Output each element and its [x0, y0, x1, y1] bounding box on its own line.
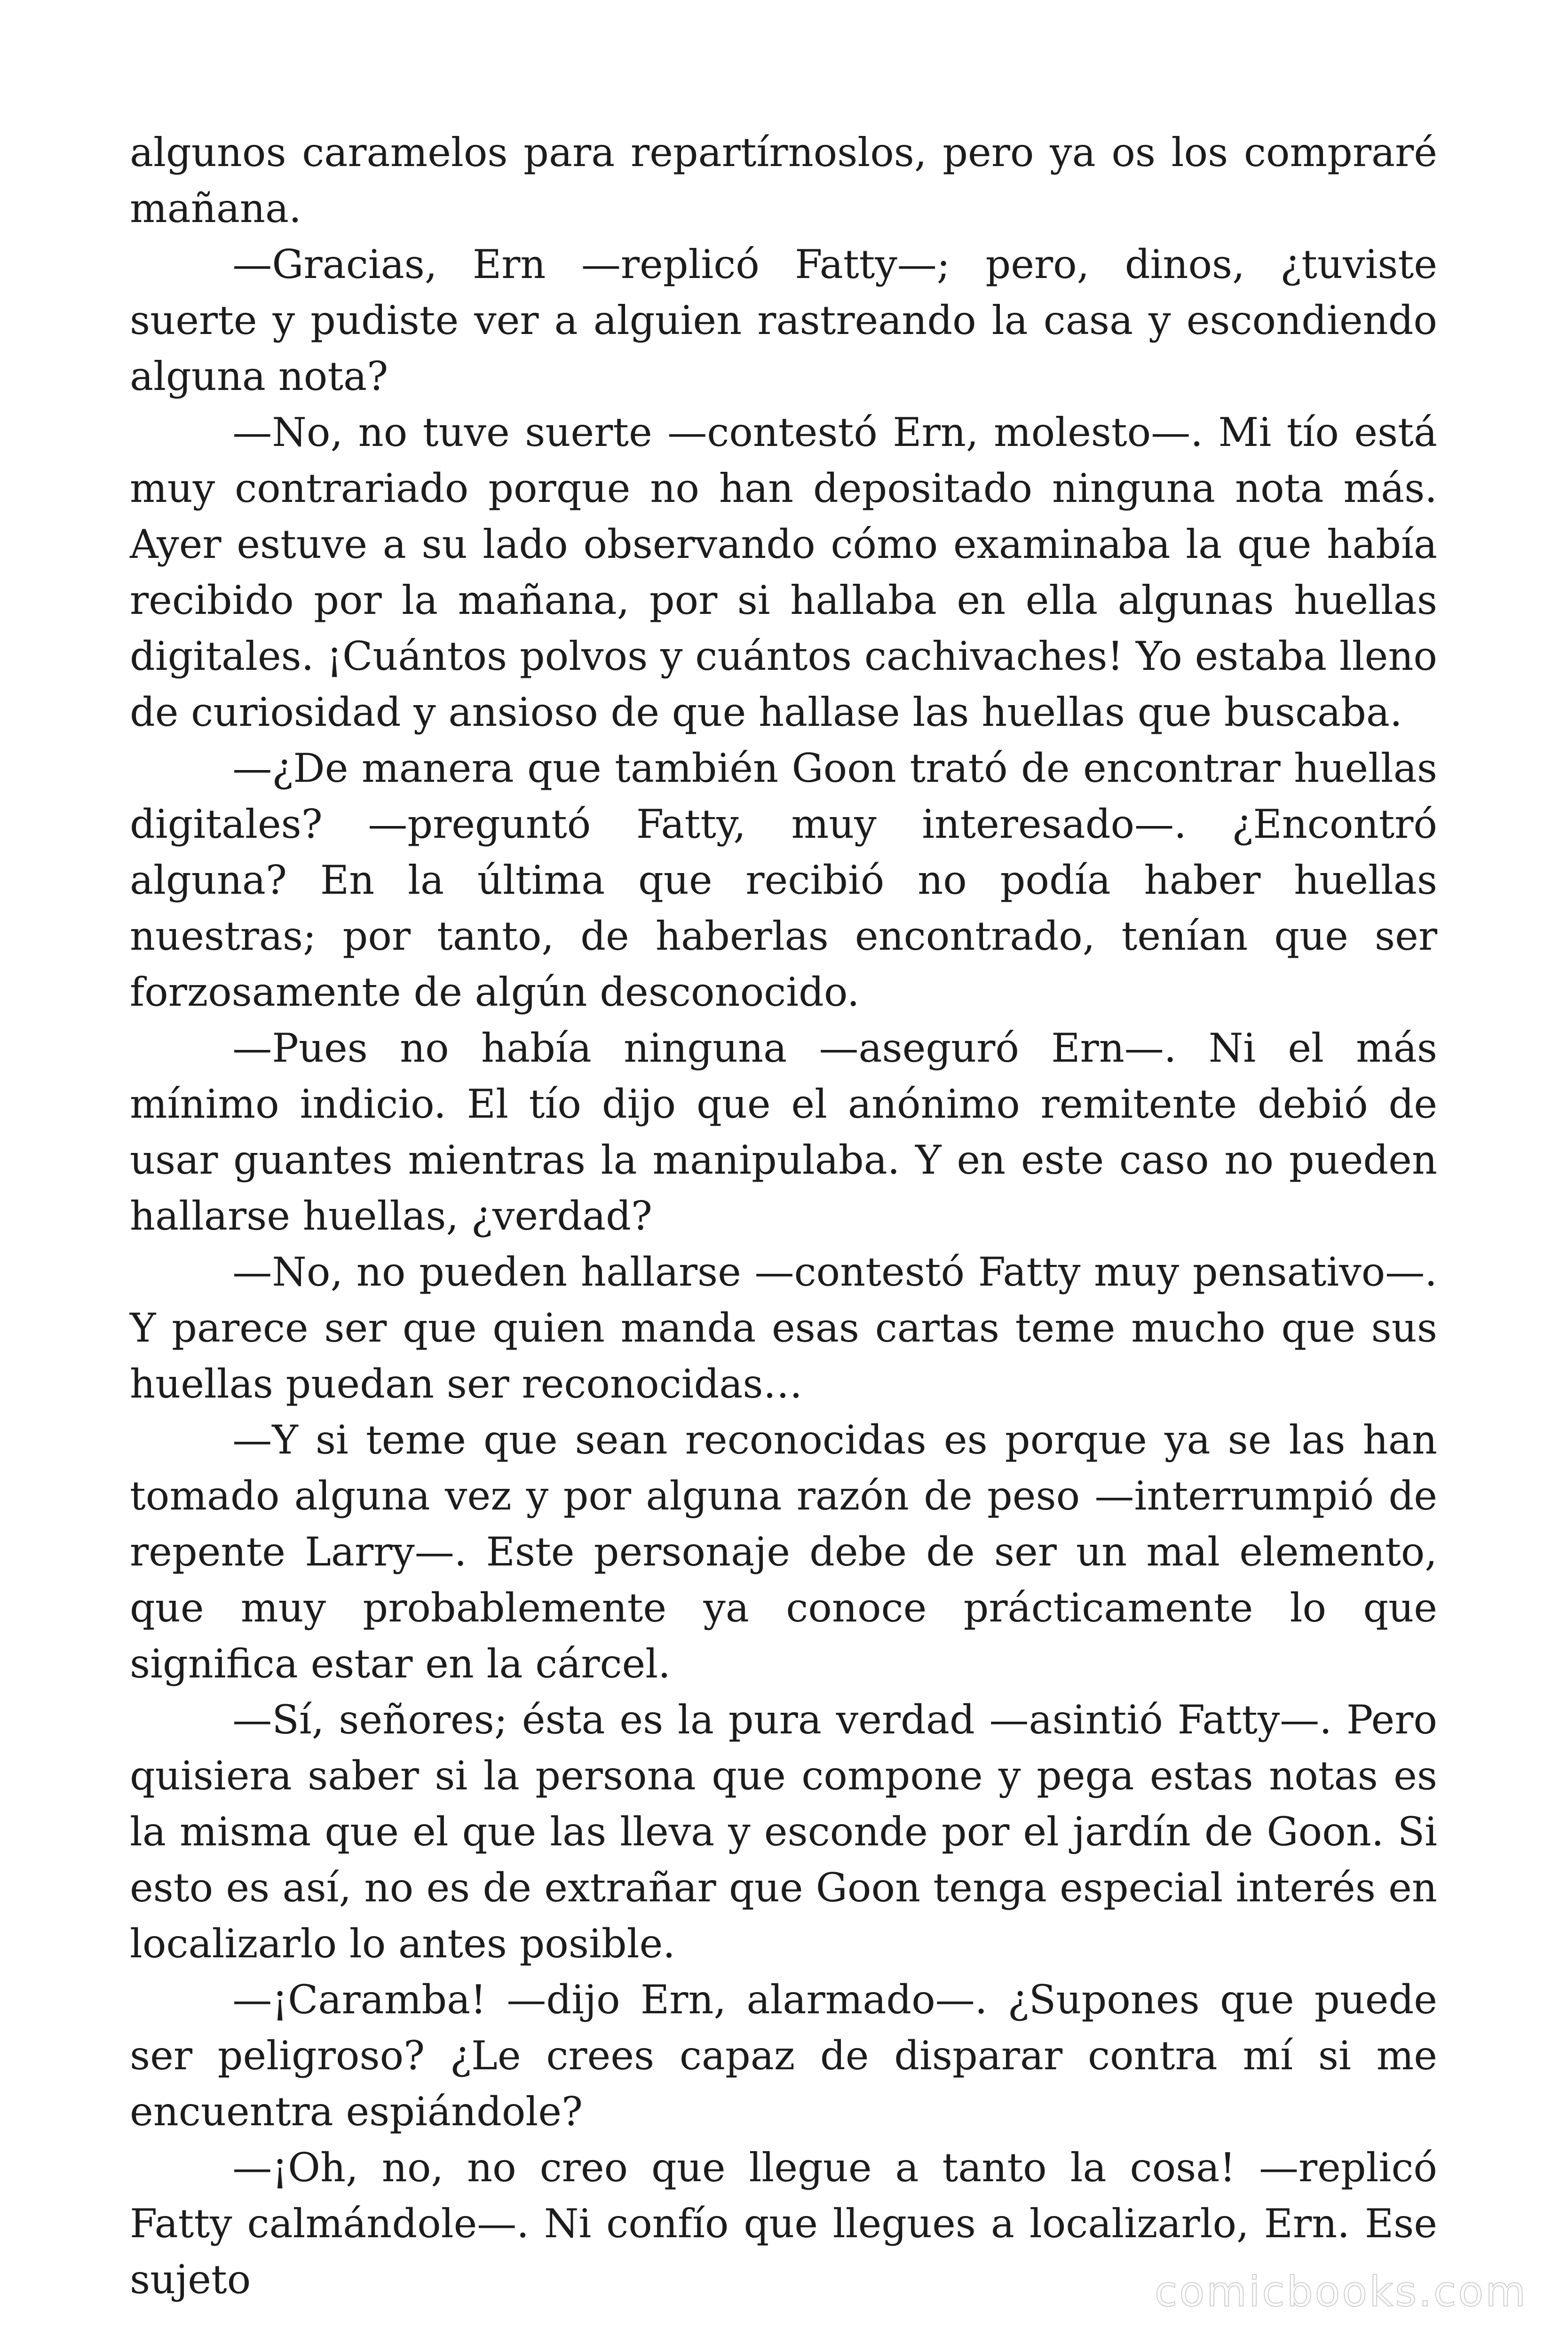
dialogue-paragraph: —No, no tuve suerte —contestó Ern, molesto—. Mi tío está muy contrariado porque no han depositado ninguna nota más. Ayer estuve a su lado observando cómo examinaba la que había recibido por la mañana, por si hallaba en ella algunas huellas digitales. ¡Cuántos polvos y cuántos cachivaches! Yo estaba lleno de curiosidad y ansioso de que hallase las huellas que buscaba. [130, 409, 1437, 735]
dialogue-paragraph: —¿De manera que también Goon trató de encontrar huellas digitales? —preguntó Fatty, muy interesado—. ¿Encontró alguna? En la última que recibió no podía haber huellas nuestras; por tanto, de haberlas encontrado, tenían que ser forzosamente de algún desconocido. [130, 745, 1437, 1015]
dialogue-paragraph: —¡Caramba! —dijo Ern, alarmado—. ¿Supones que puede ser peligroso? ¿Le crees capaz de disparar contra mí si me encuentra espiándole? [130, 1977, 1437, 2135]
dialogue-paragraph: —¡Oh, no, no creo que llegue a tanto la cosa! —replicó Fatty calmándole—. Ni confío que llegues a localizarlo, Ern. Ese sujeto [130, 2145, 1437, 2303]
book-page-text [130, 125, 1437, 2308]
paragraph-continuation: algunos caramelos para repartírnoslos, pero ya os los compraré mañana. [130, 129, 1437, 231]
dialogue-paragraph: —Gracias, Ern —replicó Fatty—; pero, dinos, ¿tuviste suerte y pudiste ver a alguien rastreando la casa y escondiendo alguna nota? [130, 241, 1437, 399]
watermark-text: comicbooks.com [1154, 2267, 1528, 2316]
dialogue-paragraph: —Y si teme que sean reconocidas es porque ya se las han tomado alguna vez y por alguna razón de peso —interrumpió de repente Larry—. Este personaje debe de ser un mal elemento, que muy probablemente ya conoce prácticamente lo que significa estar en la cárcel. [130, 1417, 1437, 1687]
dialogue-paragraph: —Pues no había ninguna —aseguró Ern—. Ni el más mínimo indicio. El tío dijo que el anónimo remitente debió de usar guantes mientras la manipulaba. Y en este caso no pueden hallarse huellas, ¿verdad? [130, 1025, 1437, 1239]
dialogue-paragraph: —Sí, señores; ésta es la pura verdad —asintió Fatty—. Pero quisiera saber si la persona que compone y pega estas notas es la misma que el que las lleva y esconde por el jardín de Goon. Si esto es así, no es de extrañar que Goon tenga especial interés en localizarlo lo antes posible. [130, 1697, 1437, 1967]
dialogue-paragraph: —No, no pueden hallarse —contestó Fatty muy pensativo—. Y parece ser que quien manda esas cartas teme mucho que sus huellas puedan ser reconocidas… [130, 1249, 1437, 1407]
